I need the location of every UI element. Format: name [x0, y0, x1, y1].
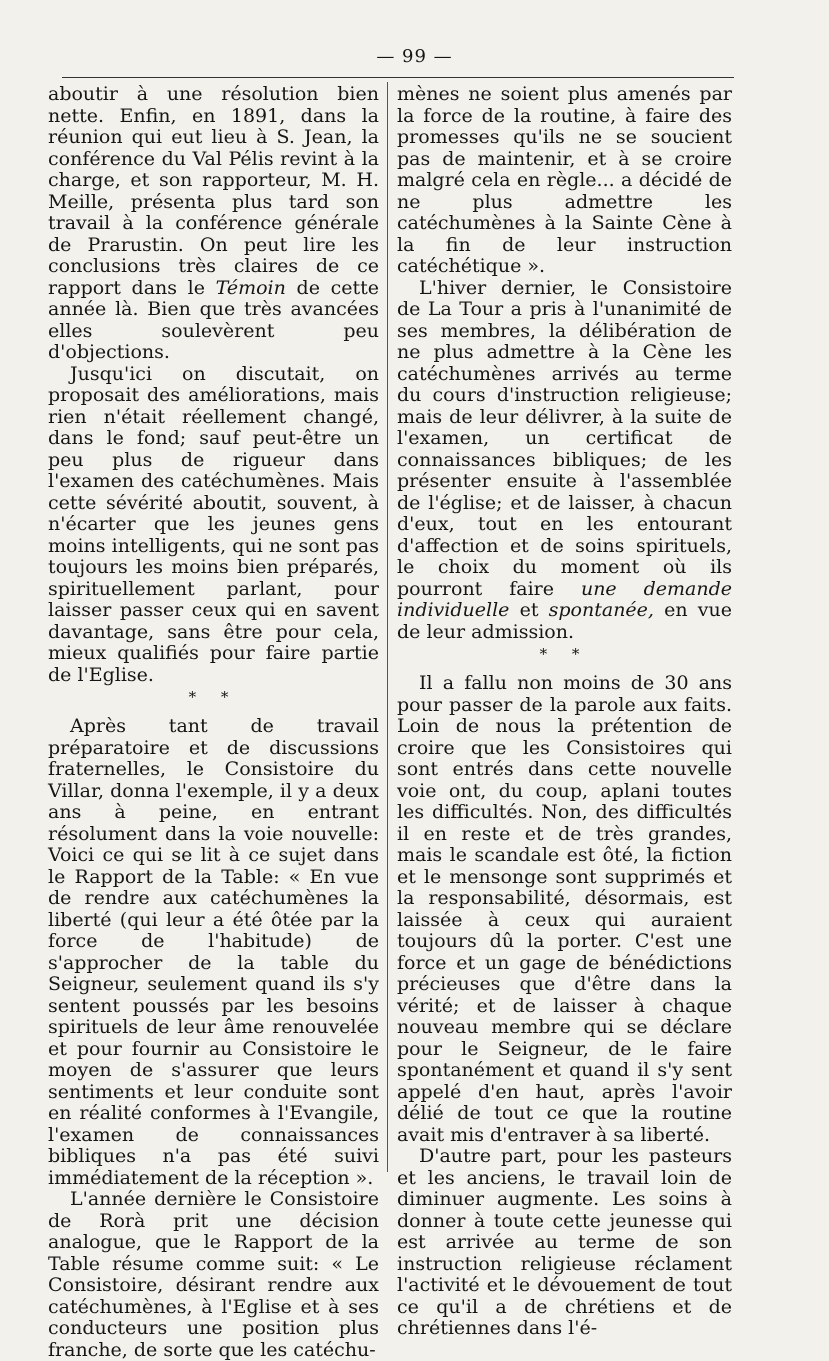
right-paragraph-2: [397, 278, 732, 644]
left-paragraph-1-end: de cette année là. Bien que très avancées elles soulevèrent peu d'objections.: [48, 276, 379, 363]
page-number: — 99 —: [376, 46, 453, 67]
left-column: [48, 84, 379, 1361]
right-paragraph-2-end: en vue de leur admission.: [397, 599, 732, 643]
right-paragraph-2-mid: et: [519, 599, 539, 621]
header-rule: [62, 77, 734, 78]
right-paragraph-3: Il a fallu non moins de 30 ans pour passer de la parole aux faits. Loin de nous la prétention de croire que les Consistoires qui sont entrés dans cette nouvelle voie ont, du coup, aplani toutes les difficultés. Non, des difficultés il en reste et de très grandes, mais le scandale est ôté, la fiction et le mensonge sont supprimés et la responsabilité, désormais, est laissée à ceux qui auraient toujours dû la porter. C'est une force et un gage de bénédictions précieuses que d'être dans la vérité; et de laisser à chaque nouveau membre qui se déclare pour le Seigneur, de le faire spontanément et quand il s'y sent appelé d'en haut, après l'avoir délié de tout ce que la routine avait mis d'entraver à sa liberté.: [397, 672, 732, 1146]
section-break-stars: * *: [188, 688, 239, 706]
right-paragraph-4: D'autre part, pour les pasteurs et les anciens, le travail loin de diminuer augmente. Les soins à donner à toute cette jeunesse qui est arrivée au terme de son instruction religieuse réclament l'activité et le dévouement de tout ce qu'il a de chrétiens et de chrétiennes dans l'é-: [397, 1145, 732, 1339]
right-paragraph-2-italic-1: une demande individuelle: [397, 577, 732, 621]
left-paragraph-1: [48, 84, 379, 364]
left-paragraph-1-italic: Témoin: [215, 276, 286, 299]
right-paragraph-1: mènes ne soient plus amenés par la force de la routine, à faire des promesses qu'ils ne se soucient pas de maintenir, et à se croire malgré cela en règle... a décidé de ne plus admettre les catéchumènes à la Sainte Cène à la fin de leur instruction catéchétique ».: [397, 83, 732, 277]
left-paragraph-2: Jusqu'ici on discutait, on proposait des améliorations, mais rien n'était réellement changé, dans le fond; sauf peut-être un peu plus de rigueur dans l'examen des catéchumènes. Mais cette sévérité aboutit, souvent, à n'écarter que les jeunes gens moins intelligents, qui ne sont pas toujours les moins bien préparés, spirituellement parlant, pour laisser passer ceux qui en savent davantage, sans être pour cela, mieux qualifiés pour faire partie de l'Eglise.: [48, 362, 379, 686]
right-paragraph-2-text: L'hiver dernier, le Consistoire de La Tour a pris à l'unanimité de ses membres, la délibération de ne plus admettre à la Cène les catéchumènes arrivés au terme du cours d'instruction religieuse; mais de leur délivrer, à la suite de l'examen, un certificat de connaissances bibliques; de les présenter ensuite à l'assemblée de l'église; et de laisser, à chacun d'eux, tout en les entourant d'affection et de soins spirituels, le choix du moment où ils pourront faire: [397, 276, 732, 600]
right-column: [397, 84, 732, 1340]
column-divider: [387, 82, 388, 1172]
left-paragraph-3: Après tant de travail préparatoire et de discussions fraternelles, le Consistoire du Villar, donna l'exemple, il y a deux ans à peine, en entrant résolument dans la voie nouvelle: Voici ce qui se lit à ce sujet dans le Rapport de la Table: « En vue de rendre aux catéchumènes la liberté (qui leur a été ôtée par la force de l'habitude) de s'approcher de la table du Seigneur, seulement quand ils s'y sentent poussés par les besoins spirituels de leur âme renouvelée et pour fournir au Consistoire le moyen de s'assurer que leurs sentiments et leur conduite sont en réalité conformes à l'Evangile, l'examen de connaissances bibliques n'a pas été suivi immédiatement de la réception ».: [48, 715, 379, 1189]
left-paragraph-4: L'année dernière le Consistoire de Rorà prit une décision analogue, que le Rapport de la Table résume comme suit: « Le Consistoire, désirant rendre aux catéchumènes, à l'Eglise et à ses conducteurs une position plus franche, de sorte que les catéchu-: [48, 1188, 379, 1361]
left-paragraph-1-text: aboutir à une résolution bien nette. Enfin, en 1891, dans la réunion qui eut lieu à S. Jean, la conférence du Val Pélis revint à la charge, et son rapporteur, M. H. Meille, présenta plus tard son travail à la conférence générale de Prarustin. On peut lire les conclusions très claires de ce rapport dans le: [48, 83, 379, 299]
section-break-stars: * *: [539, 645, 590, 663]
right-paragraph-2-italic-2: spontanée,: [548, 599, 654, 621]
